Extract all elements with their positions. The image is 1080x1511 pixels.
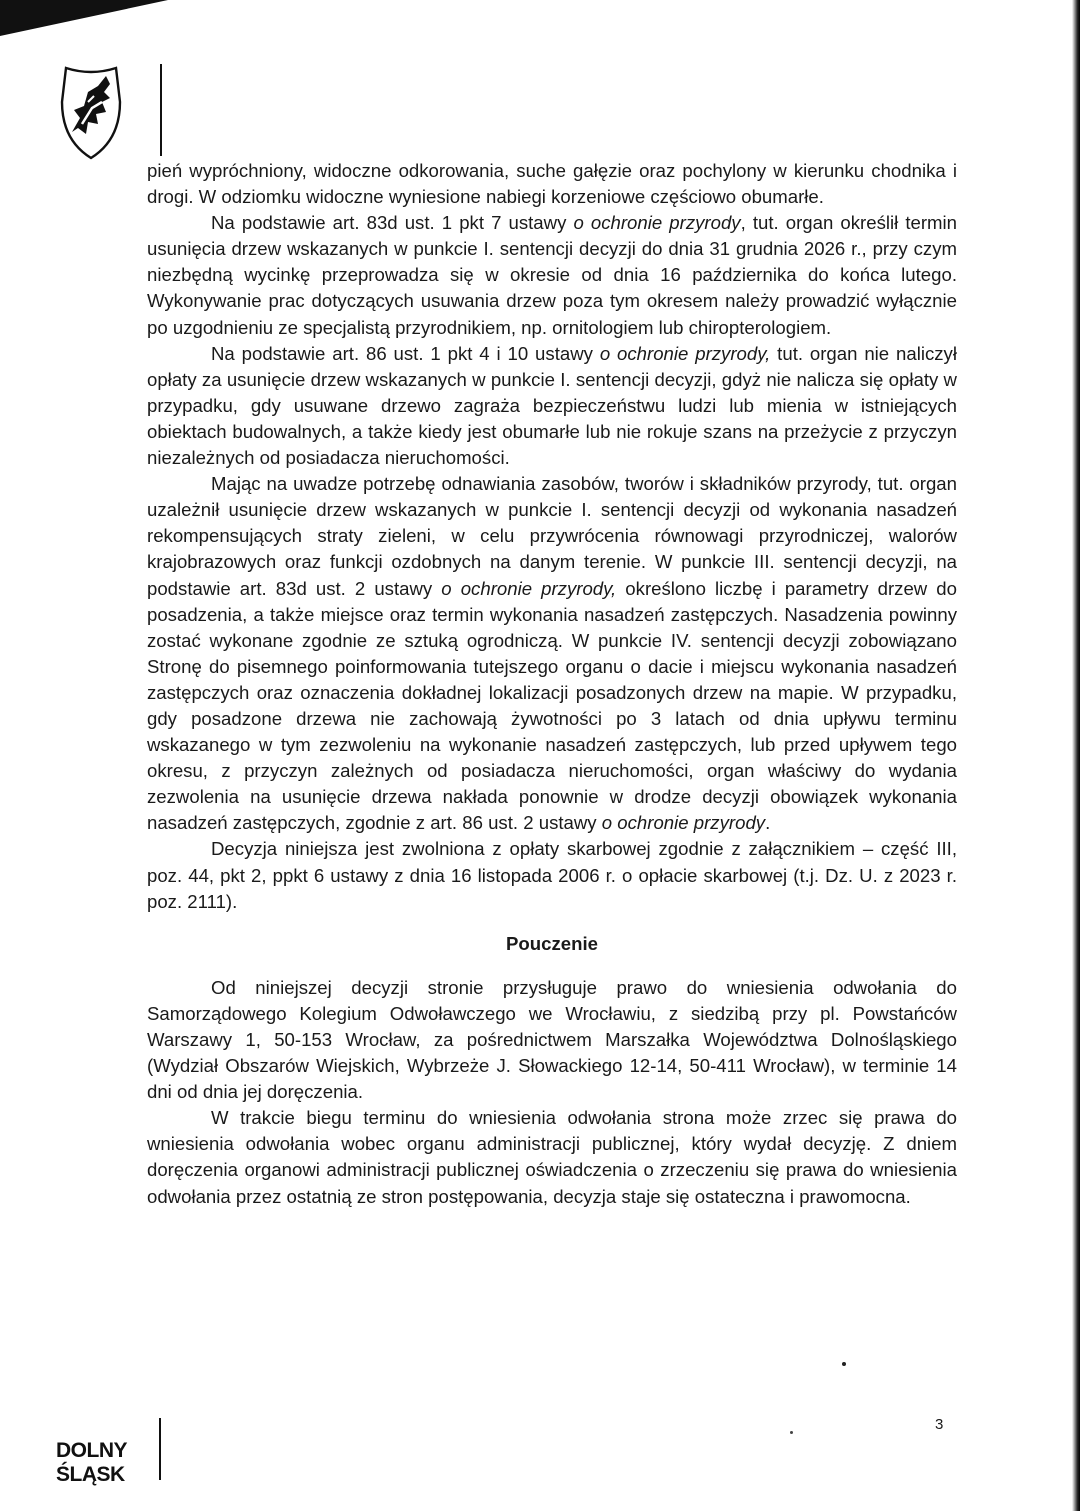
paragraph-fee-exemption: Na podstawie art. 86 ust. 1 pkt 4 i 10 ustawy o ochronie przyrody, tut. organ nie naliczył opłaty za usunięcie drzew wskazanych w punkcie I. sentencji decyzji, gdyż nie nalicza się opłaty w przypadku, gdy usuwane drzewo zagraża bezpieczeństwu ludzi lub mienia w istniejących obiektach budowalnych, a także kiedy jest obumarłe lub nie rokuje szans na przeżycie z przyczyn niezależnych od posiadacza nieruchomości. <box>147 342 957 469</box>
header-divider-line <box>160 64 162 156</box>
scan-speck <box>842 1362 846 1366</box>
paragraph-stamp-duty: Decyzja niniejsza jest zwolniona z opłaty skarbowej zgodnie z załącznikiem – część III, poz. 44, pkt 2, ppkt 6 ustawy z dnia 16 listopada 2006 r. o opłacie skarbowej (t.j. Dz. U. z 2023 r. poz. 2111). <box>147 838 957 912</box>
page-number: 3 <box>935 1416 944 1433</box>
svg-text:ŚLĄSK: ŚLĄSK <box>56 1463 125 1486</box>
paragraph-appeal-waiver: W trakcie biegu terminu do wniesienia odwołania strona może zrzec się prawa do wniesienia odwołania wobec organu administracji publicznej, który wydał decyzję. Z dniem doręczenia organowi administracji publicznej oświadczenia o zrzeczeniu się prawa do wniesienia odwołania przez ostatnią ze stron postępowania, decyzja staje się ostateczna i prawomocna. <box>147 1107 957 1207</box>
section-heading-pouczenie: Pouczenie <box>506 932 598 954</box>
paragraph-removal-deadline: Na podstawie art. 83d ust. 1 pkt 7 ustawy o ochronie przyrody, tut. organ określił termin usunięcia drzew wskazanych w punkcie I. sentencji decyzji do dnia 31 grudnia 2026 r., przy czym niezbędną wycinkę przeprowadza się w okresie od dnia 16 października do końca lutego. Wykonywanie prac dotyczących usuwania drzew poza tym okresem należy prowadzić wyłącznie po uzgodnieniu ze specjalistą przyrodnikiem, np. ornitologiem lub chiropterologiem. <box>147 212 958 338</box>
dolny-slask-logo <box>56 1436 138 1486</box>
svg-text:DOLNY: DOLNY <box>56 1439 127 1462</box>
scan-shadow-edge <box>1072 0 1080 1511</box>
paragraph-appeal-right: Od niniejszej decyzji stronie przysługuje prawo do wniesienia odwołania do Samorządowego Kolegium Odwoławczego we Wrocławiu, z siedzibą przy pl. Powstańców Warszawy 1, 50-153 Wrocław, za pośrednictwem Marszałka Województwa Dolnośląskiego (Wydział Obszarów Wiejskich, Wybrzeże J. Słowackiego 12-14, 50-411 Wrocław), w terminie 14 dni od dnia jej doręczenia. <box>147 976 957 1103</box>
paragraph-tree-description: pień wypróchniony, widoczne odkorowania, suche gałęzie oraz pochylony w kierunku chodnika i drogi. W odziomku widoczne wyniesione nabiegi korzeniowe częściowo obumarłe. <box>147 160 957 208</box>
paragraph-replacement-planting: Mając na uwadze potrzebę odnawiania zasobów, tworów i składników przyrody, tut. organ uzależnił usunięcie drzew wskazanych w punkcie I. sentencji decyzji od wykonania nasadzeń rekompensujących straty zieleni, w celu przywrócenia równowagi przyrodniczej, walorów krajobrazowych oraz funkcji ozdobnych na danym terenie. W punkcie III. sentencji decyzji, na podstawie art. 83d ust. 2 ustawy o ochronie przyrody, określono liczbę i parametry drzew do posadzenia, a także miejsce oraz termin wykonania nasadzeń zastępczych. Nasadzenia powinny zostać wykonane zgodnie ze sztuką ogrodniczą. W punkcie IV. sentencji decyzji zobowiązano Stronę do pisemnego poinformowania tutejszego organu o dacie i miejscu wykonania nasadzeń zastępczych oraz oznaczenia dokładnej lokalizacji posadzonych drzew na mapie. W przypadku, gdy posadzone drzewa nie zachowają żywotności po 3 latach od dnia upływu terminu wskazanego w tym zezwoleniu na wykonanie nasadzeń zastępczych, lub przed upływem tego okresu, z przyczyn zależnych od posiadacza nieruchomości, organ właściwy do wydania zezwolenia na usunięcie drzewa nakłada ponownie w drodze decyzji obowiązek wykonania nasadzeń zastępczych, zgodnie z art. 86 ust. 2 ustawy o ochronie przyrody. <box>147 473 957 834</box>
footer-divider-line <box>159 1418 161 1480</box>
document-body <box>147 158 957 1210</box>
scan-speck <box>790 1431 793 1434</box>
dolny-slask-crest-icon <box>58 62 124 162</box>
scan-shadow-corner <box>0 0 168 36</box>
